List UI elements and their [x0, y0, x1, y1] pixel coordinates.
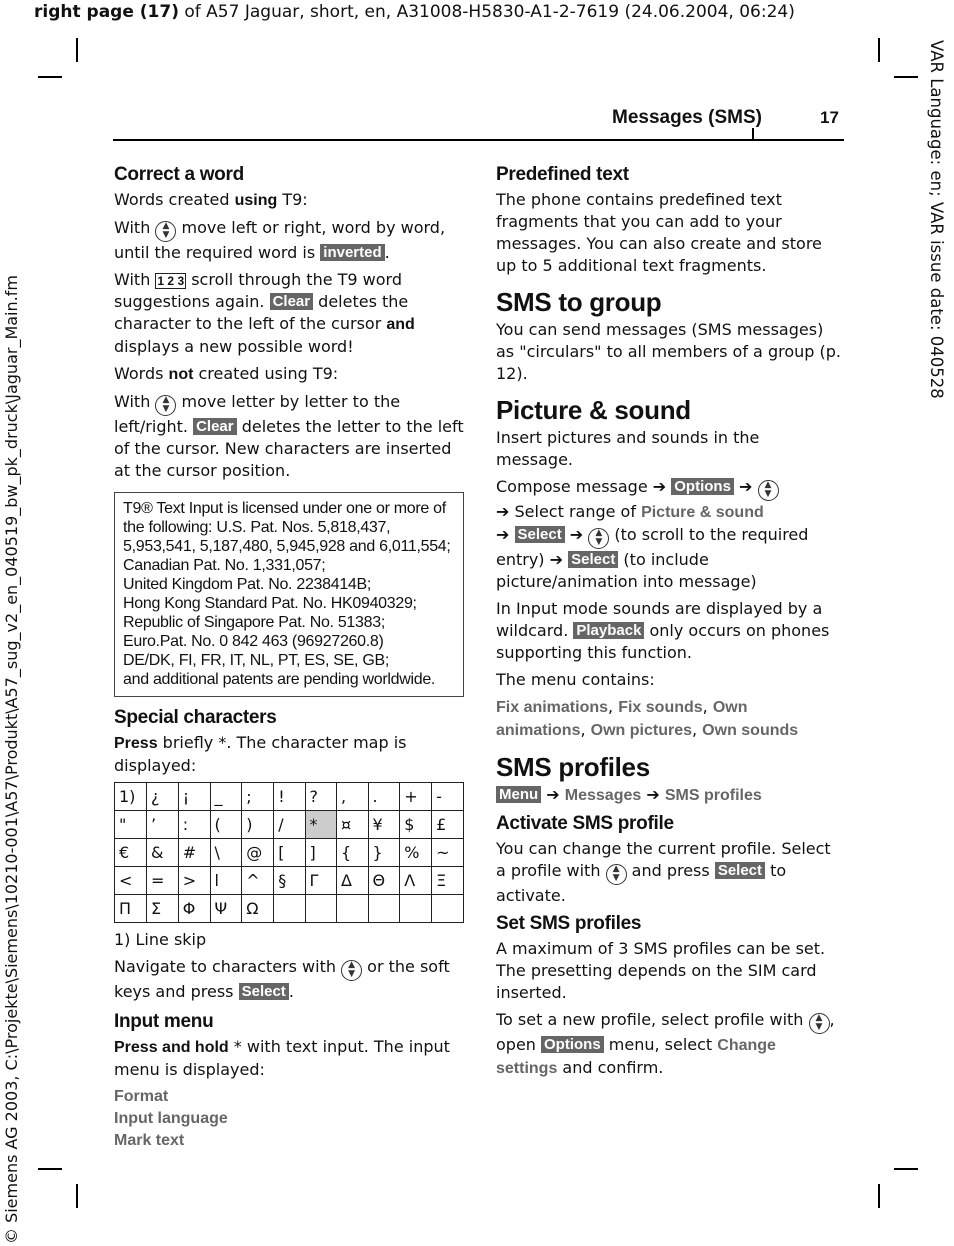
charmap-cell: ¥ — [368, 811, 400, 839]
charmap-cell: ? — [305, 783, 336, 811]
charmap-cell: 1) — [115, 783, 147, 811]
paragraph: You can change the current profile. Select a profile with ▲ ▼ and press Select to activate. — [496, 839, 831, 905]
charmap-cell — [432, 895, 464, 923]
paragraph: Compose message ➔ Options ➔ ▲ ▼ ➔ Select range of Picture & sound ➔ Select ➔ ▲ ▼ (to scroll to the required entry) ➔ Select (to include picture/animation into message) — [496, 477, 809, 591]
navigation-key-icon: ▲ ▼ — [341, 960, 362, 981]
charmap-cell: > — [178, 867, 210, 895]
predefined-text-heading: Predefined text — [496, 164, 629, 185]
charmap-cell — [336, 895, 368, 923]
charmap-cell: / — [274, 811, 305, 839]
charmap-row — [115, 839, 464, 867]
menu-item: Own pictures — [590, 722, 692, 739]
charmap-row — [115, 895, 464, 923]
paragraph: Press and hold * with text input. The input menu is displayed: — [114, 1037, 450, 1079]
special-characters-heading: Special characters — [114, 707, 277, 728]
paragraph: The menu contains: — [496, 670, 655, 689]
left-column — [114, 164, 464, 1152]
menu-item: Fix animations — [496, 699, 609, 716]
charmap-cell: - — [432, 783, 464, 811]
patent-line: DE/DK, FI, FR, IT, NL, PT, ES, SE, GB; — [123, 652, 389, 669]
input-menu-list — [114, 1086, 464, 1152]
charmap-cell: Σ — [147, 895, 179, 923]
charmap-cell: Ξ — [432, 867, 464, 895]
patent-line: Republic of Singapore Pat. No. 51383; — [123, 614, 385, 631]
navigation-key-icon: ▲ ▼ — [155, 395, 176, 416]
charmap-cell: { — [336, 839, 368, 867]
activate-profile-heading: Activate SMS profile — [496, 813, 674, 834]
paragraph: Words not created using T9: — [114, 364, 339, 383]
charmap-cell: } — [368, 839, 400, 867]
charmap-cell: % — [400, 839, 432, 867]
arrow-right-icon: ➔ — [549, 550, 564, 569]
file-header-rest: of A57 Jaguar, short, en, A31008-H5830-A1-2-7619 (24.06.2004, 06:24) — [178, 2, 795, 22]
softkey-label: Select — [515, 526, 565, 543]
footnote: 1) Line skip — [114, 930, 207, 949]
header-rule — [113, 139, 844, 141]
charmap-cell: Π — [115, 895, 147, 923]
softkey-label: Select — [239, 983, 289, 1000]
header-rule-tick — [752, 128, 754, 140]
crop-mark — [38, 76, 62, 78]
navigation-key-icon: ▲ ▼ — [809, 1013, 830, 1034]
navigation-key-icon: ▲ ▼ — [155, 221, 176, 242]
softkey-label: Select — [715, 862, 765, 879]
crop-mark — [894, 1168, 918, 1170]
charmap-cell: . — [368, 783, 400, 811]
arrow-right-icon: ➔ — [652, 477, 667, 496]
charmap-cell: + — [400, 783, 432, 811]
menu-path: Menu ➔ Messages ➔ SMS profiles — [496, 784, 841, 807]
charmap-cell: ¤ — [336, 811, 368, 839]
crop-mark — [894, 76, 918, 78]
charmap-cell: $ — [400, 811, 432, 839]
crop-mark — [76, 1184, 78, 1208]
softkey-label: Menu — [496, 786, 541, 803]
navigation-key-icon: ▲ ▼ — [606, 864, 627, 885]
charmap-cell — [274, 895, 305, 923]
patent-line: United Kingdom Pat. No. 2238414B; — [123, 576, 372, 593]
right-margin-label: VAR Language: en; VAR issue date: 040528 — [927, 40, 946, 399]
file-header — [34, 2, 795, 22]
arrow-right-icon: ➔ — [496, 525, 510, 544]
softkey-label: Options — [671, 478, 734, 495]
charmap-cell: Φ — [178, 895, 210, 923]
patent-line: Canadian Pat. No. 1,331,057; — [123, 557, 326, 574]
crop-mark — [878, 38, 880, 62]
arrow-right-icon: ➔ — [739, 477, 753, 496]
charmap-cell: < — [115, 867, 147, 895]
patent-line: Hong Kong Standard Pat. No. HK0940329; — [123, 595, 417, 612]
left-margin-label: © Siemens AG 2003, C:\Projekte\Siemens\10210-001\A57\Produkt\A57_sug_v2_en_040519_bw_pk_druck\Jaguar_Main.fm — [2, 275, 21, 1244]
charmap-cell: # — [178, 839, 210, 867]
softkey-label: Clear — [193, 418, 237, 435]
paragraph: Words created using T9: — [114, 190, 308, 209]
charmap-cell: \ — [210, 839, 242, 867]
menu-items-list: Fix animations, Fix sounds, Own animations, Own pictures, Own sounds — [496, 697, 799, 739]
charmap-cell: ( — [210, 811, 242, 839]
charmap-cell: ^ — [242, 867, 274, 895]
paragraph: In Input mode sounds are displayed by a wildcard. Playback only occurs on phones supporting this function. — [496, 599, 830, 662]
charmap-cell: Λ — [400, 867, 432, 895]
paragraph: The phone contains predefined text fragments that you can add to your messages. You can also create and store up to 5 additional text fragments. — [496, 190, 822, 275]
charmap-cell: ! — [274, 783, 305, 811]
patent-line: and additional patents are pending worldwide. — [123, 671, 436, 688]
arrow-right-icon: ➔ — [569, 525, 584, 544]
crop-mark — [38, 1168, 62, 1170]
menu-item: Input language — [114, 1110, 228, 1127]
character-map-table — [114, 782, 464, 923]
charmap-cell: ; — [242, 783, 274, 811]
charmap-cell: [ — [274, 839, 305, 867]
menu-item: Fix sounds — [618, 699, 703, 716]
crop-mark — [878, 1184, 880, 1208]
charmap-row — [115, 811, 464, 839]
patent-line: 5,953,541, 5,187,480, 5,945,928 and 6,011,554; — [123, 538, 451, 555]
right-column — [496, 164, 841, 1085]
arrow-right-icon: ➔ — [546, 785, 560, 804]
navigation-key-icon: ▲ ▼ — [588, 528, 609, 549]
patent-line: the following: U.S. Pat. Nos. 5,818,437, — [123, 519, 391, 536]
picture-sound-heading: Picture & sound — [496, 395, 691, 425]
paragraph: Press briefly *. The character map is displayed: — [114, 733, 407, 775]
set-profiles-heading: Set SMS profiles — [496, 913, 642, 934]
navigation-key-icon: ▲ ▼ — [758, 480, 779, 501]
charmap-cell: ’ — [147, 811, 179, 839]
charmap-row — [115, 867, 464, 895]
charmap-cell — [368, 895, 400, 923]
paragraph: With ▲ ▼ move letter by letter to the left/right. Clear deletes the letter to the left of the cursor. New characters are inserted at the cursor position. — [114, 392, 464, 480]
charmap-cell: @ — [242, 839, 274, 867]
input-menu-heading: Input menu — [114, 1011, 214, 1032]
charmap-cell: _ — [210, 783, 242, 811]
paragraph: You can send messages (SMS messages) as "circulars" to all members of a group (p. 12). — [496, 320, 841, 383]
charmap-cell: " — [115, 811, 147, 839]
star-key-icon: * — [233, 1037, 242, 1056]
charmap-cell: ¿ — [147, 783, 179, 811]
charmap-cell: § — [274, 867, 305, 895]
menu-item: Own animations — [496, 699, 748, 739]
softkey-label: Playback — [573, 622, 644, 639]
file-header-bold: right page (17) — [34, 2, 179, 22]
charmap-cell: € — [115, 839, 147, 867]
number-keys-icon: 1 2 3 — [157, 274, 185, 288]
patent-line: T9® Text Input is licensed under one or more of — [123, 500, 446, 517]
menu-item: Own sounds — [702, 722, 799, 739]
arrow-right-icon: ➔ — [646, 785, 660, 804]
softkey-label: inverted — [320, 244, 384, 261]
sms-profiles-heading: SMS profiles — [496, 752, 650, 782]
charmap-cell: * — [305, 811, 336, 839]
charmap-cell: ] — [305, 839, 336, 867]
patent-line: Euro.Pat. No. 0 842 463 (96927260.8) — [123, 633, 384, 650]
charmap-cell — [305, 895, 336, 923]
charmap-cell: = — [147, 867, 179, 895]
correct-word-heading: Correct a word — [114, 164, 244, 185]
softkey-label: Clear — [270, 293, 314, 310]
menu-item: Format — [114, 1088, 169, 1105]
paragraph: To set a new profile, select profile with ▲ ▼ , open Options menu, select Change settings and confirm. — [496, 1010, 835, 1077]
charmap-cell: Θ — [368, 867, 400, 895]
sms-to-group-heading: SMS to group — [496, 287, 662, 317]
charmap-cell: Ω — [242, 895, 274, 923]
charmap-cell: , — [336, 783, 368, 811]
charmap-cell — [400, 895, 432, 923]
softkey-label: Options — [541, 1036, 604, 1053]
crop-mark — [76, 38, 78, 62]
paragraph: With ▲ ▼ move left or right, word by word, until the required word is inverted . — [114, 218, 446, 262]
paragraph: With 1 2 3 scroll through the T9 word suggestions again. Clear deletes the character to the left of the cursor and displays a new possible word! — [114, 270, 415, 356]
charmap-cell: ~ — [432, 839, 464, 867]
charmap-cell: Ψ — [210, 895, 242, 923]
charmap-cell: Δ — [336, 867, 368, 895]
charmap-cell: & — [147, 839, 179, 867]
charmap-cell: Γ — [305, 867, 336, 895]
softkey-label: Select — [568, 551, 618, 568]
paragraph: Insert pictures and sounds in the message. — [496, 428, 760, 469]
running-title: Messages (SMS) — [612, 107, 762, 128]
arrow-right-icon: ➔ — [496, 502, 510, 521]
paragraph: Navigate to characters with ▲ ▼ or the soft keys and press Select . — [114, 957, 450, 1001]
page-number: 17 — [820, 108, 839, 127]
star-key-icon: * — [218, 733, 227, 752]
charmap-cell: : — [178, 811, 210, 839]
charmap-row — [115, 783, 464, 811]
t9-patent-box — [114, 492, 464, 697]
charmap-cell: l — [210, 867, 242, 895]
menu-item: Mark text — [114, 1132, 185, 1149]
charmap-cell: ¡ — [178, 783, 210, 811]
charmap-cell: ) — [242, 811, 274, 839]
paragraph: A maximum of 3 SMS profiles can be set. The presetting depends on the SIM card inserted. — [496, 939, 826, 1002]
charmap-cell: £ — [432, 811, 464, 839]
